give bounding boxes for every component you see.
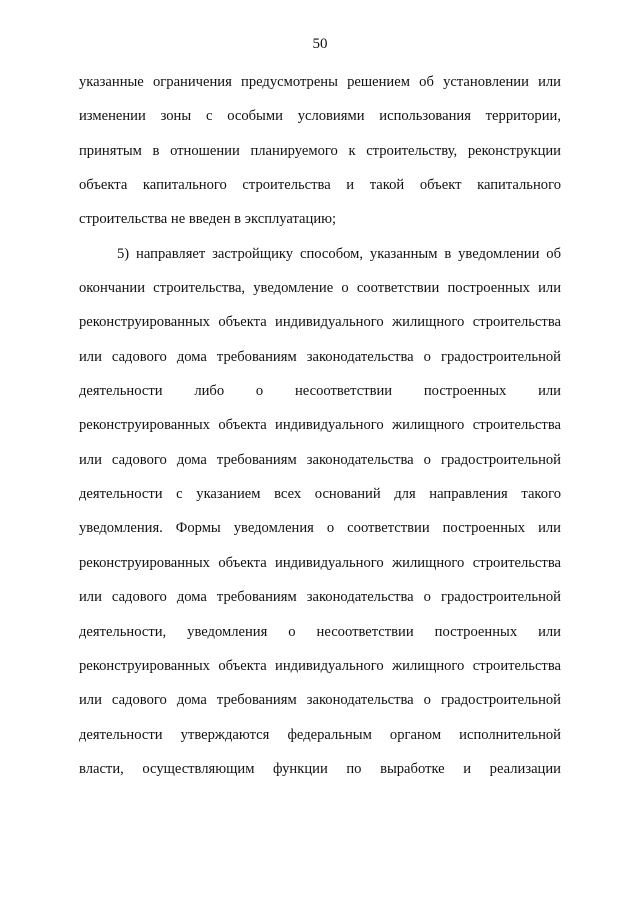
text-line: окончании строительства, уведомление о соответствии построенных или — [79, 280, 561, 297]
text-line: или садового дома требованиям законодательства о градостроительной — [79, 589, 561, 606]
text-line: деятельности, уведомления о несоответствии построенных или — [79, 623, 561, 640]
text-line: или садового дома требованиям законодательства о градостроительной — [79, 348, 561, 365]
text-line: или садового дома требованиям законодательства о градостроительной — [79, 451, 561, 468]
text-line: указанные ограничения предусмотрены решением об установлении или — [79, 74, 561, 90]
text-line: реконструированных объекта индивидуального жилищного строительства — [79, 417, 561, 434]
text-line: объекта капитального строительства и такой объект капитального — [79, 177, 561, 194]
text-line: строительства не введен в эксплуатацию; — [79, 211, 337, 228]
text-line: уведомления. Формы уведомления о соответствии построенных или — [79, 520, 561, 537]
text-line: принятым в отношении планируемого к строительству, реконструкции — [79, 142, 561, 159]
text-line: или садового дома требованиям законодательства о градостроительной — [79, 692, 561, 709]
text-line: реконструированных объекта индивидуального жилищного строительства — [79, 314, 561, 331]
text-line: деятельности утверждаются федеральным органом исполнительной — [79, 726, 561, 743]
text-line: изменении зоны с особыми условиями использования территории, — [79, 108, 561, 125]
text-line: реконструированных объекта индивидуального жилищного строительства — [79, 554, 561, 571]
document-body — [79, 65, 561, 786]
paragraph-start-line: 5) направляет застройщику способом, указанным в уведомлении об — [117, 245, 561, 262]
text-line: деятельности либо о несоответствии построенных или — [79, 383, 561, 400]
page-number: 50 — [312, 36, 328, 52]
text-line: деятельности с указанием всех оснований для направления такого — [79, 486, 561, 503]
text-line: власти, осуществляющим функции по выработке и реализации — [79, 760, 561, 777]
text-line: реконструированных объекта индивидуального жилищного строительства — [79, 657, 561, 674]
